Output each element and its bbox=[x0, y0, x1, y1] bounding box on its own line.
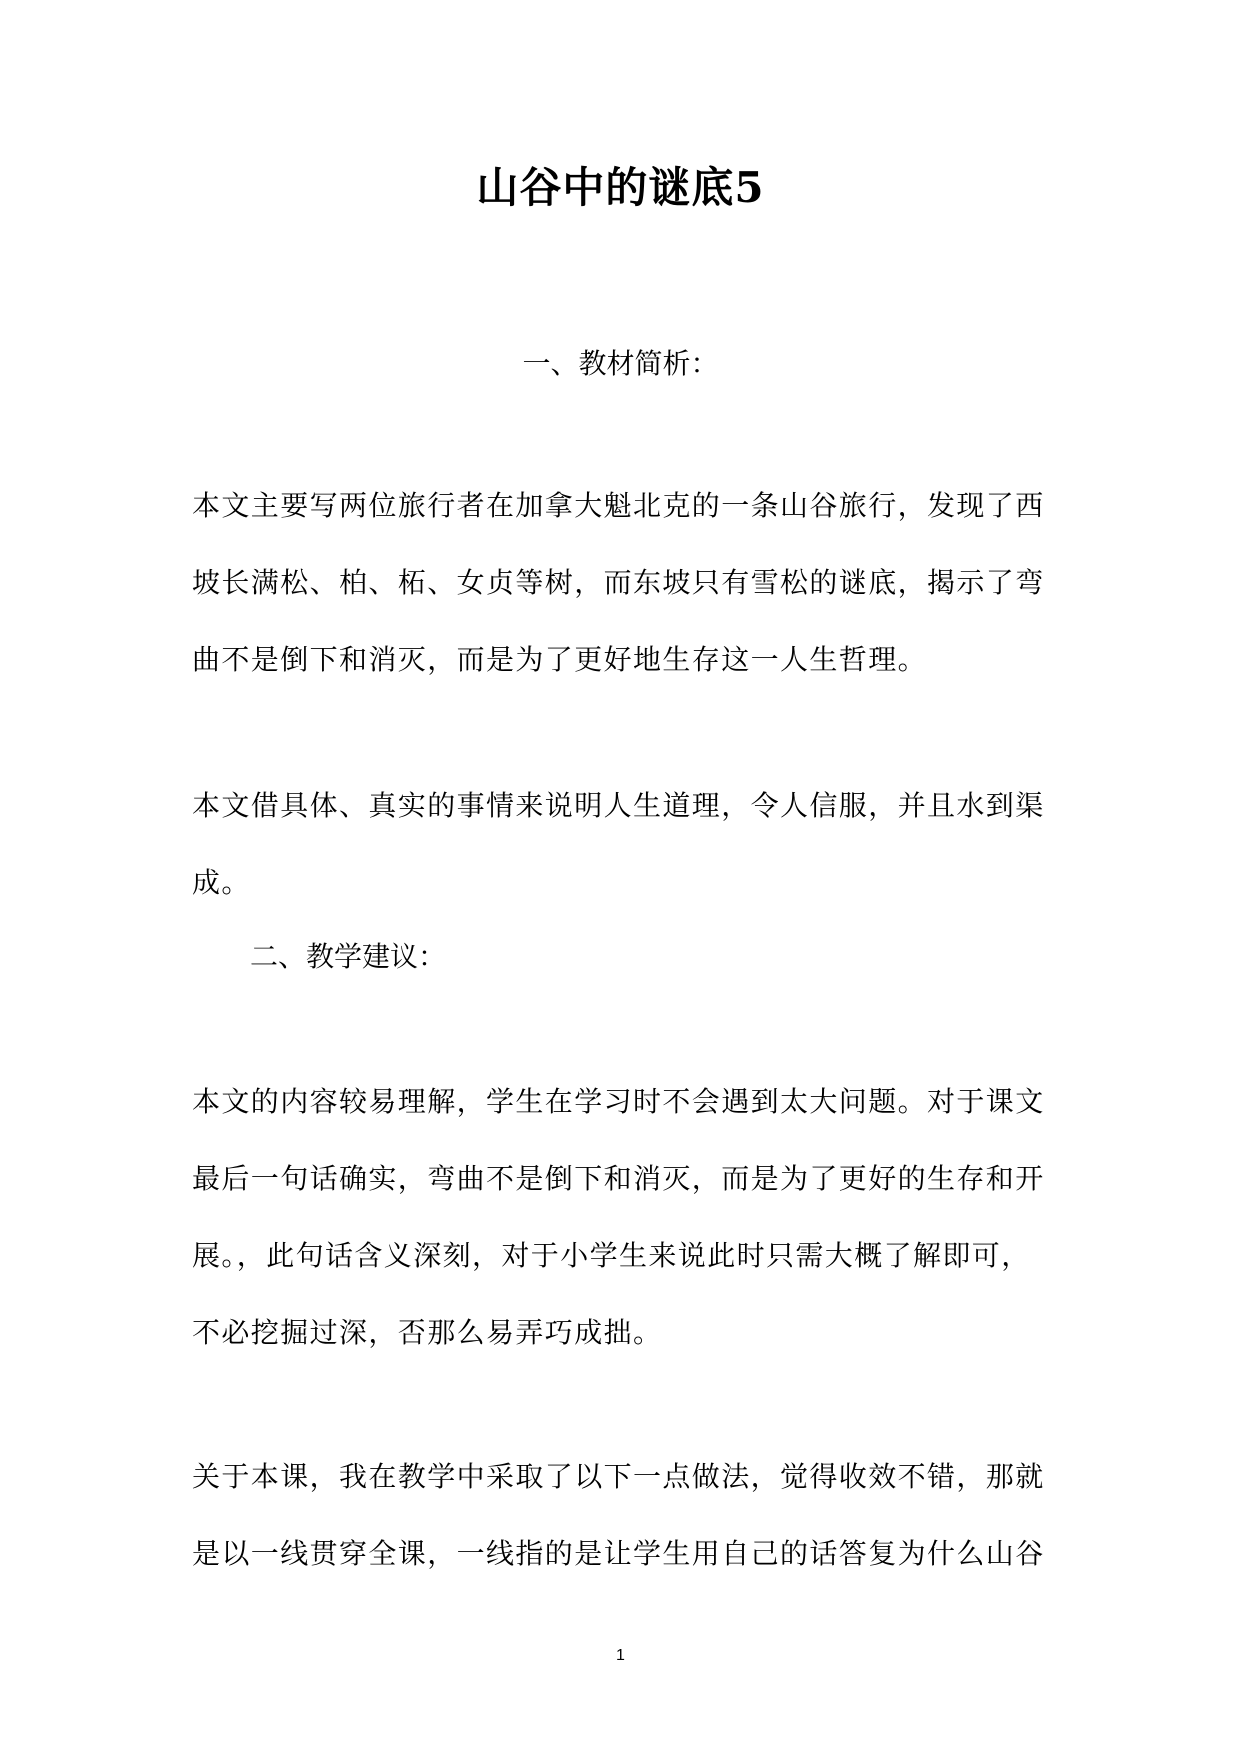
paragraph-line: 是以一线贯穿全课，一线指的是让学生用自己的话答复为什么山谷 bbox=[192, 1537, 1045, 1570]
paragraph-line: 关于本课，我在教学中采取了以下一点做法，觉得收效不错，那就 bbox=[192, 1460, 1045, 1493]
paragraph-line: 本文主要写两位旅行者在加拿大魁北克的一条山谷旅行，发现了西 bbox=[192, 489, 1045, 522]
paragraph-line: 展。，此句话含义深刻，对于小学生来说此时只需大概了解即可， bbox=[192, 1239, 1031, 1272]
paragraph-line: 坡长满松、柏、柘、女贞等树，而东坡只有雪松的谜底，揭示了弯 bbox=[192, 566, 1045, 599]
paragraph-line: 曲不是倒下和消灭，而是为了更好地生存这一人生哲理。 bbox=[192, 643, 928, 676]
document-title: 山谷中的谜底5 bbox=[476, 163, 765, 212]
section-heading-textbook-analysis: 一、教材简析： bbox=[522, 347, 719, 380]
paragraph-line: 不必挖掘过深，否那么易弄巧成拙。 bbox=[192, 1316, 663, 1349]
paragraph-line: 最后一句话确实，弯曲不是倒下和消灭，而是为了更好的生存和开 bbox=[192, 1162, 1045, 1195]
paragraph-line: 本文借具体、真实的事情来说明人生道理，令人信服，并且水到渠 bbox=[192, 789, 1045, 822]
paragraph-line: 本文的内容较易理解，学生在学习时不会遇到太大问题。对于课文 bbox=[192, 1085, 1045, 1118]
paragraph-line: 成。 bbox=[192, 866, 251, 899]
page-number: 1 bbox=[616, 1647, 625, 1664]
section-heading-teaching-suggestions: 二、教学建议： bbox=[250, 940, 447, 973]
